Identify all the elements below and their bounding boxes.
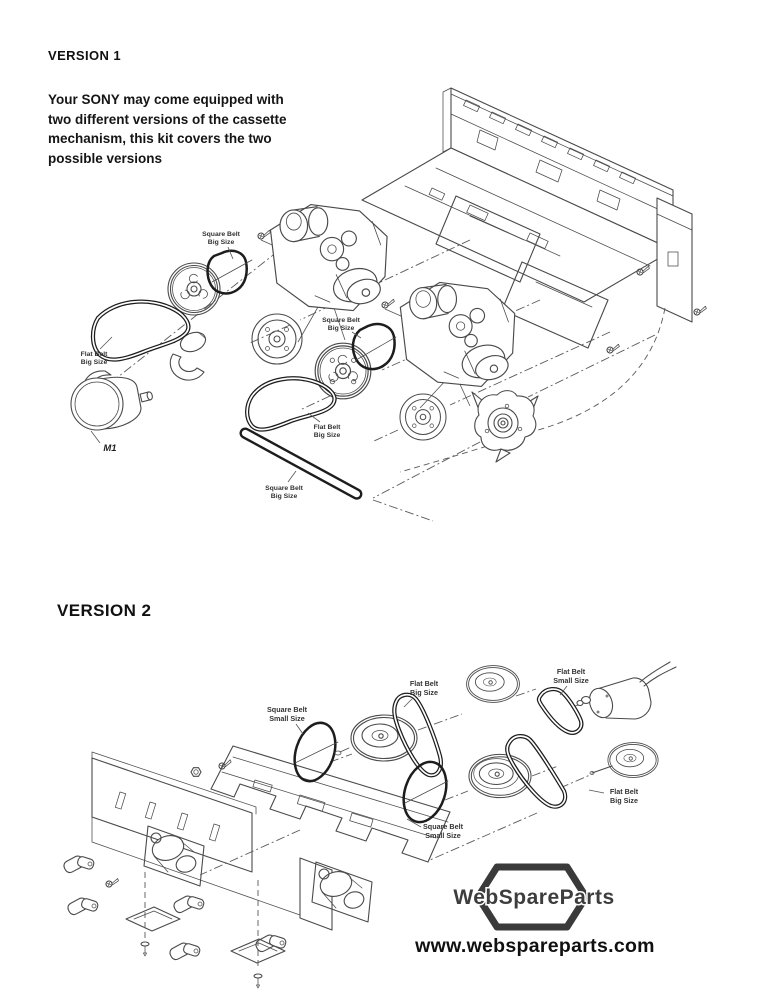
- belt-label-flat-big-2: [308, 413, 341, 439]
- version2-diagram: [0, 540, 759, 996]
- webspareparts-logo: [453, 867, 614, 927]
- mechanism-assembly: [270, 205, 387, 311]
- svg-text:M1: M1: [103, 443, 117, 454]
- chassis-frame: [92, 746, 450, 930]
- motor-wires: [640, 662, 676, 686]
- belt-label-square-big-1: [202, 231, 241, 259]
- mechanism-assembly: [400, 282, 514, 386]
- svg-text:Big Size: Big Size: [410, 688, 438, 697]
- belt-label-flat-big-2: [589, 787, 639, 805]
- mount-plate: [126, 907, 285, 963]
- svg-text:Small Size: Small Size: [553, 676, 589, 685]
- belt-label-flat-big-1: [81, 337, 112, 366]
- belt-label-square-small-1: [267, 705, 308, 734]
- svg-text:Flat Belt: Flat Belt: [409, 679, 439, 688]
- svg-text:Big Size: Big Size: [270, 493, 298, 500]
- motor: [577, 662, 676, 721]
- svg-text:Square Belt: Square Belt: [202, 231, 240, 238]
- flywheel: [168, 263, 220, 315]
- axle-rod: [592, 766, 612, 773]
- svg-text:Big Size: Big Size: [610, 796, 638, 805]
- flywheel: [335, 715, 417, 761]
- version2-heading: VERSION 2: [57, 601, 152, 620]
- svg-text:Flat Belt: Flat Belt: [80, 351, 108, 358]
- svg-text:Big Size: Big Size: [80, 359, 108, 366]
- logo-text: WebSpareParts: [453, 886, 615, 909]
- belt-label-square-big-long: [265, 471, 304, 500]
- pulley: [608, 743, 658, 778]
- svg-text:Square Belt: Square Belt: [423, 822, 463, 831]
- svg-text:Square Belt: Square Belt: [265, 485, 303, 492]
- svg-text:Square Belt: Square Belt: [267, 705, 307, 714]
- intro-line: two different versions of the cassette: [48, 111, 287, 127]
- version1-heading: VERSION 1: [48, 48, 121, 63]
- flywheel: [315, 343, 371, 399]
- svg-text:Square Belt: Square Belt: [322, 317, 360, 324]
- motor-label: [91, 431, 117, 454]
- intro-line: Your SONY may come equipped with: [48, 92, 284, 107]
- svg-text:Flat Belt: Flat Belt: [313, 424, 341, 431]
- svg-text:Small Size: Small Size: [269, 714, 305, 723]
- intro-line: mechanism, this kit covers the two: [48, 131, 272, 146]
- capstan-block: [312, 862, 372, 922]
- svg-text:Big Size: Big Size: [313, 432, 341, 439]
- motor-m1: [71, 371, 153, 430]
- svg-text:Small Size: Small Size: [425, 831, 461, 840]
- svg-text:Flat Belt: Flat Belt: [609, 787, 639, 796]
- svg-text:Flat Belt: Flat Belt: [556, 667, 586, 676]
- intro-line: possible versions: [48, 150, 163, 166]
- pulley: [252, 314, 302, 364]
- square-belt-big-2: [353, 324, 395, 369]
- pulley: [400, 394, 446, 440]
- drum-plate: [472, 391, 538, 462]
- pulley: [467, 666, 520, 703]
- website-url: www.webspareparts.com: [415, 935, 655, 957]
- svg-text:Big Size: Big Size: [207, 239, 235, 246]
- clamp-holder: [170, 329, 208, 380]
- svg-text:Big Size: Big Size: [327, 325, 355, 332]
- belt-label-flat-big-1: [404, 679, 439, 707]
